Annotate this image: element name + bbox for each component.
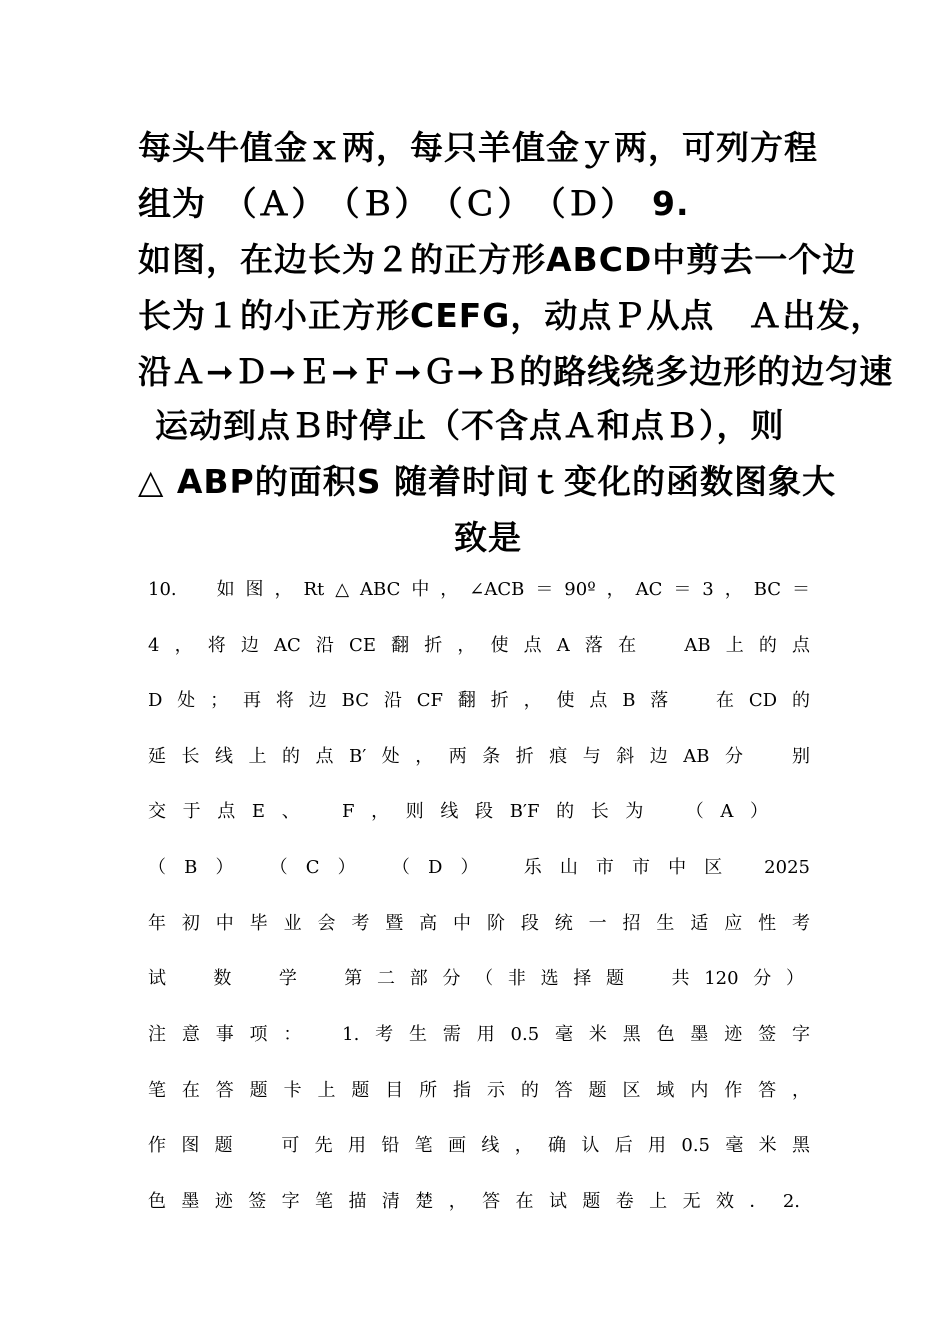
- text-line: 4，将边AC沿CE翻折，使点A落在 AB上的点: [148, 635, 810, 656]
- text-line: 色墨迹签字笔描清楚，答在试题卷上无效．2.: [148, 1191, 800, 1212]
- text-line: 笔在答题卡上题目所指示的答题区域内作答，: [148, 1080, 810, 1101]
- text-line: 试 数 学 第二部分（非选择题 共120分）: [148, 968, 804, 989]
- text-line: 作图题 可先用铅笔画线，确认后用0.5毫米黑: [148, 1135, 810, 1156]
- text-line: （B） （C） （D） 乐山市市中区 2025: [148, 857, 810, 878]
- text-line: 注意事项： 1.考生需用0.5毫米黑色墨迹签字: [148, 1024, 810, 1045]
- text-line: △ ABP的面积S 随着时间ｔ变化的函数图象大: [138, 462, 837, 501]
- text-line: 延长线上的点B′处，两条折痕与斜边AB分 别: [148, 746, 810, 767]
- text-line: 组为 （Ａ） （Ｂ） （Ｃ） （Ｄ） 9.: [138, 184, 690, 223]
- text-line: 10. 如图，Rt△ABC中，∠ACB＝90º，AC＝3，BC＝: [148, 579, 810, 600]
- text-line: D处；再将边BC沿CF翻折，使点B落 在CD的: [148, 690, 810, 711]
- text-line: 致是: [454, 518, 522, 557]
- text-line: 年初中毕业会考暨高中阶段统一招生适应性考: [148, 913, 810, 934]
- text-line: 长为１的小正方形CEFG，动点Ｐ从点 Ａ出发，: [138, 296, 885, 335]
- text-line: 每头牛值金ｘ两，每只羊值金ｙ两，可列方程: [138, 128, 818, 167]
- text-line: 如图，在边长为２的正方形ABCD中剪去一个边: [138, 240, 857, 279]
- text-line: 运动到点Ｂ时停止（不含点Ａ和点Ｂ），则: [155, 406, 785, 445]
- text-line: 沿Ａ➞Ｄ➞Ｅ➞Ｆ➞Ｇ➞Ｂ的路线绕多边形的边匀速: [138, 352, 894, 391]
- text-line: 交于点E、 F，则线段B′F的长为 （A）: [148, 801, 768, 822]
